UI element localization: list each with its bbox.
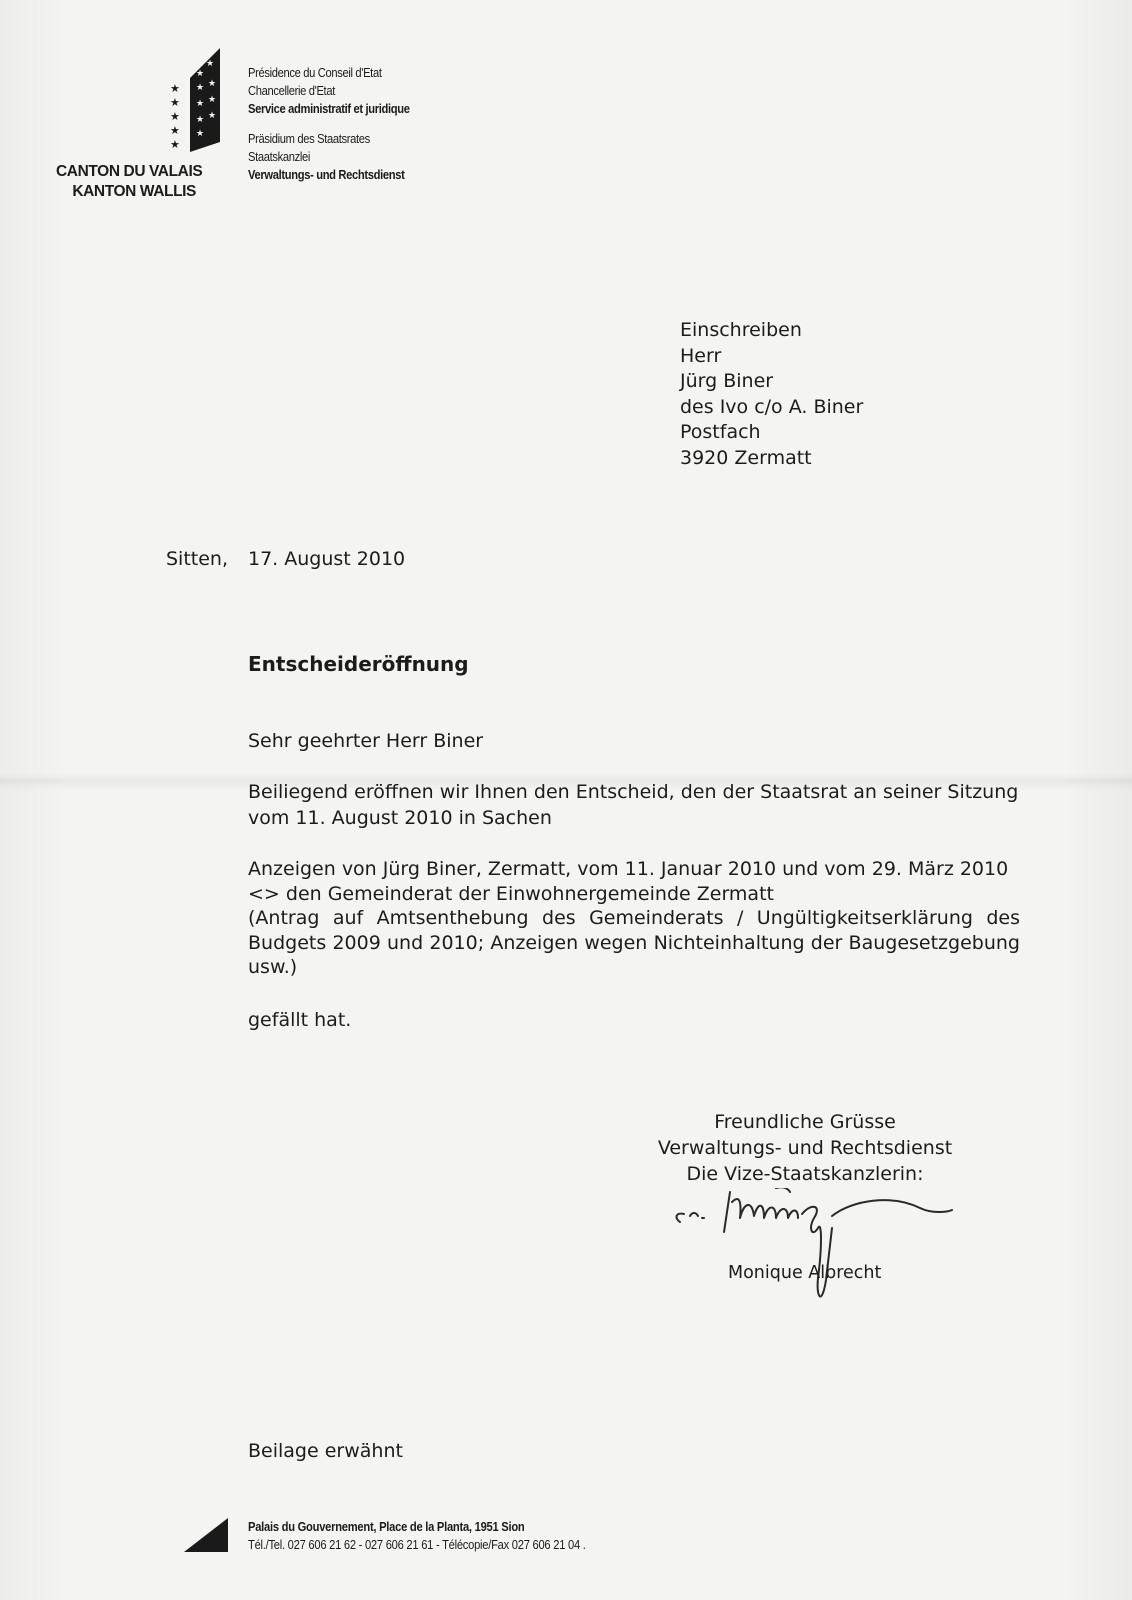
- body-line: Beiliegend eröffnen wir Ihnen den Entscheid, den der Staatsrat an seiner Sitzung: [248, 781, 1019, 803]
- valais-flag-stars-icon: [166, 48, 226, 152]
- svg-text:★: ★: [170, 110, 180, 123]
- body-paragraph-2: [248, 857, 1020, 980]
- closing-line: Freundliche Grüsse: [714, 1111, 896, 1133]
- department-line: Chancellerie d'Etat: [248, 83, 335, 98]
- recipient-address: [680, 318, 863, 471]
- letter-subject: Entscheideröffnung: [248, 652, 469, 676]
- date-value: 17. August 2010: [248, 548, 406, 570]
- svg-text:★: ★: [208, 79, 217, 89]
- svg-text:★: ★: [196, 83, 205, 93]
- department-line: Präsidium des Staatsrates: [248, 131, 370, 146]
- canton-name: [56, 162, 203, 202]
- address-line: Jürg Biner: [680, 370, 774, 392]
- footer-line: Palais du Gouvernement, Place de la Planta, 1951 Sion: [248, 1519, 525, 1534]
- svg-text:★: ★: [206, 59, 215, 69]
- date-place: Sitten,: [166, 548, 229, 570]
- svg-text:★: ★: [170, 82, 180, 95]
- body-line: vom 11. August 2010 in Sachen: [248, 806, 552, 829]
- closing-block: [640, 1109, 970, 1187]
- svg-text:★: ★: [208, 111, 217, 121]
- body-paragraph-3: gefällt hat.: [248, 1009, 352, 1031]
- closing-line: Verwaltungs- und Rechtsdienst: [657, 1137, 953, 1159]
- department-header-de: [248, 130, 410, 184]
- svg-text:★: ★: [208, 95, 217, 105]
- body-line: Anzeigen von Jürg Biner, Zermatt, vom 11. Januar 2010 und vom 29. März 2010: [248, 858, 1009, 880]
- svg-text:★: ★: [170, 124, 180, 137]
- body-line: <> den Gemeinderat der Einwohnergemeinde Zermatt: [248, 882, 774, 905]
- address-line: Einschreiben: [680, 319, 802, 341]
- department-header: [248, 64, 410, 184]
- svg-text:★: ★: [170, 138, 180, 151]
- svg-text:★: ★: [196, 129, 205, 139]
- body-paragraph-1: [248, 780, 1020, 831]
- address-line: Herr: [680, 344, 722, 367]
- enclosure-note: Beilage erwähnt: [248, 1440, 403, 1462]
- department-line: Verwaltungs- und Rechtsdienst: [248, 167, 405, 182]
- department-header-fr: [248, 64, 410, 118]
- department-line: Staatskanzlei: [248, 149, 311, 164]
- svg-text:★: ★: [196, 99, 205, 109]
- footer-line: Tél./Tel. 027 606 21 62 - 027 606 21 61 - Télécopie/Fax 027 606 21 04 .: [248, 1537, 586, 1552]
- svg-text:★: ★: [196, 69, 205, 79]
- address-line: des Ivo c/o A. Biner: [680, 395, 864, 418]
- closing-line: Die Vize-Staatskanzlerin:: [686, 1163, 924, 1185]
- salutation: Sehr geehrter Herr Biner: [248, 730, 484, 752]
- body-line: (Antrag auf Amtsenthebung des Gemeinderats / Ungültigkeitserklärung des Budgets 2009 und 2010; Anzeigen wegen Nichteinhaltung der Baugesetzgebung usw.): [248, 907, 1020, 978]
- address-line: 3920 Zermatt: [680, 446, 812, 469]
- letter-date: [166, 548, 405, 570]
- svg-text:★: ★: [170, 96, 180, 109]
- address-line: Postfach: [680, 421, 761, 443]
- footer-address: [248, 1518, 586, 1554]
- signer-name: Monique Albrecht: [728, 1263, 882, 1283]
- canton-name-fr: CANTON DU VALAIS: [56, 163, 203, 180]
- department-line: Service administratif et juridique: [248, 101, 410, 116]
- canton-name-de: KANTON WALLIS: [72, 183, 196, 200]
- footer-triangle-icon: [184, 1518, 228, 1552]
- svg-text:★: ★: [196, 115, 205, 125]
- department-line: Présidence du Conseil d'Etat: [248, 65, 382, 80]
